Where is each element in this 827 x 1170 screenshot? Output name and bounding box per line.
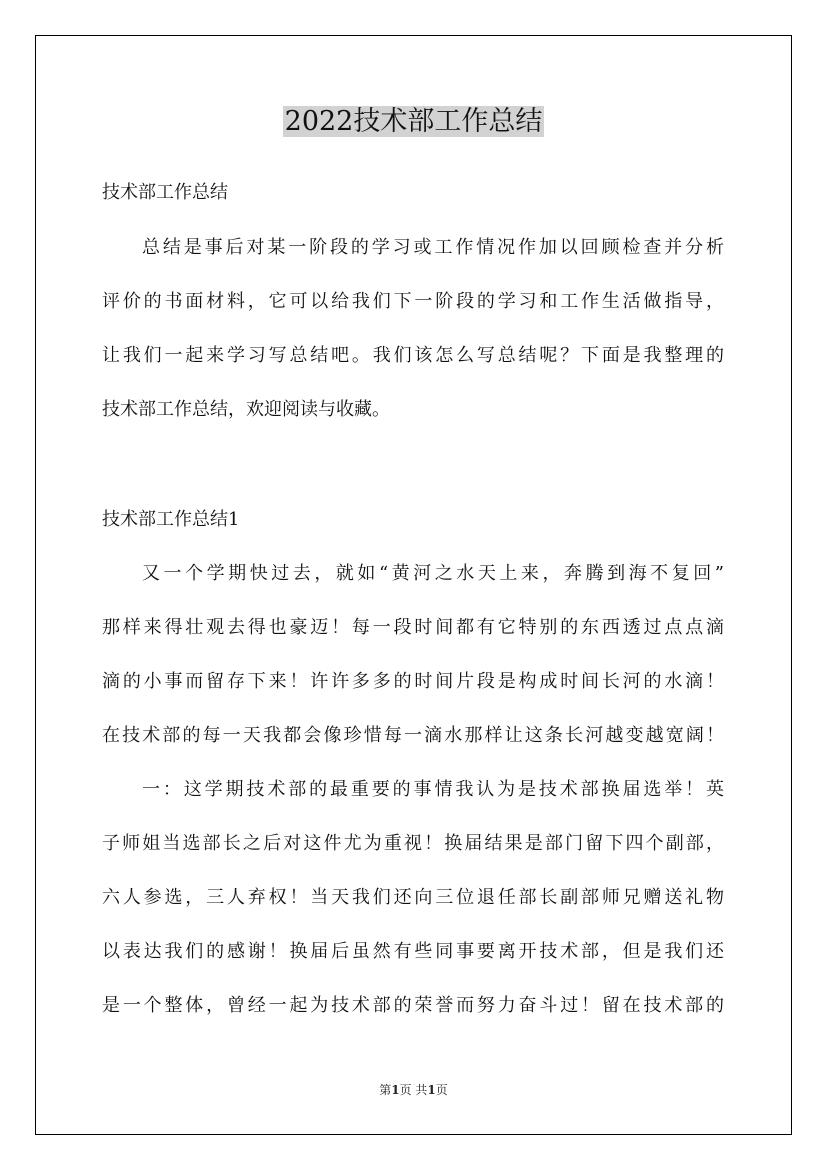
- intro-line-1: 总结是事后对某一阶段的学习或工作情况作加以回顾检查并分析: [142, 237, 724, 258]
- para2-line-3: 六人参选，三人弃权！当天我们还向三位退任部长副部师兄赠送礼物: [102, 887, 724, 908]
- para2-line-4: 以表达我们的感谢！换届后虽然有些同事要离开技术部，但是我们还: [102, 941, 724, 962]
- footer-prefix: 第: [379, 1083, 392, 1097]
- footer-middle: 页 共: [399, 1083, 428, 1097]
- para2-line-5: 是一个整体，曾经一起为技术部的荣誉而努力奋斗过！留在技术部的: [102, 995, 724, 1016]
- para1-line-4: 在技术部的每一天我都会像珍惜每一滴水那样让这条长河越变越宽阔！: [102, 725, 724, 746]
- document-title-text: 2022技术部工作总结: [284, 106, 543, 137]
- section-heading: 技术部工作总结: [102, 182, 228, 203]
- para2-line-1: 一：这学期技术部的最重要的事情我认为是技术部换届选举！英: [142, 779, 724, 800]
- intro-line-2: 评价的书面材料，它可以给我们下一阶段的学习和工作生活做指导，: [102, 291, 724, 312]
- footer-page-number: 1: [391, 1083, 400, 1097]
- intro-line-4: 技术部工作总结，欢迎阅读与收藏。: [102, 399, 390, 420]
- para1-line-3: 滴的小事而留存下来！许许多多的时间片段是构成时间长河的水滴！: [102, 671, 724, 692]
- intro-line-3: 让我们一起来学习写总结吧。我们该怎么写总结呢？下面是我整理的: [102, 345, 724, 366]
- document-title: [0, 100, 827, 144]
- section-heading-1: 技术部工作总结1: [102, 509, 240, 530]
- para1-line-1: 又一个学期快过去，就如“黄河之水天上来，奔腾到海不复回”: [142, 563, 724, 584]
- para2-line-2: 子师姐当选部长之后对这件尤为重视！换届结果是部门留下四个副部，: [102, 833, 724, 854]
- footer-page-total: 1: [427, 1083, 436, 1097]
- para1-line-2: 那样来得壮观去得也豪迈！每一段时间都有它特别的东西透过点点滴: [102, 617, 724, 638]
- page-footer: [0, 1082, 827, 1098]
- footer-suffix: 页: [435, 1083, 448, 1097]
